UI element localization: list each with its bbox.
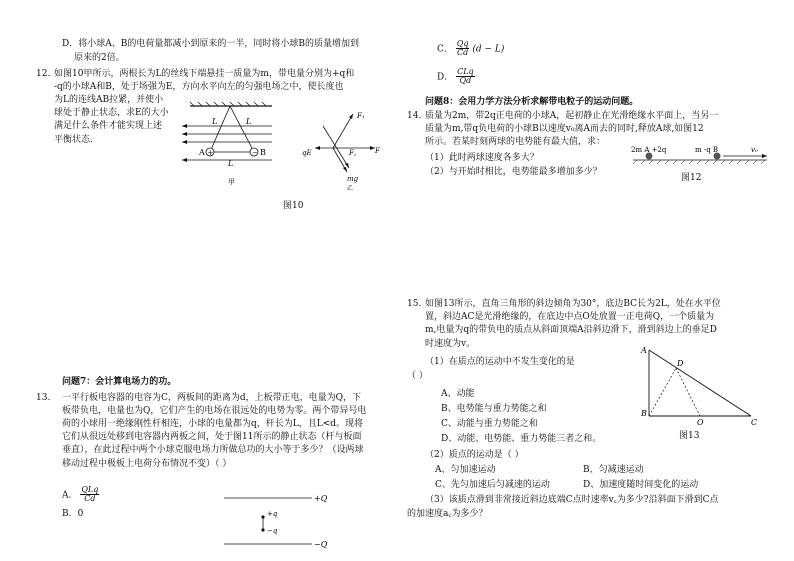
label-ball-a: 2m A +2q [631,146,667,154]
q15-opt-c: C、动能与重力势能之和 [441,419,538,429]
q14-line1: 质量为2m，带2q正电荷的小球A，起初静止在光滑绝缘水平面上，当另一 [425,111,719,121]
label-fig13-b: B [641,409,647,418]
right-column [397,0,794,561]
option-d: D． $\frac{\text{CLq}}{Qd}$ [437,67,474,86]
label-l-bottom: L [228,159,234,168]
q14-line2: 质量为m,带q负电荷的小球B以速度v₀离A而去的同时,释放A球,如图12 [425,124,704,134]
svg-text:+: + [207,149,214,157]
q13-line4: 它们从很远处移到电容器内两板之间，处于图11所示的静止状态（杆与板面 [62,432,362,442]
q12-line2: -q的小球A和B，处于场强为E，方向水平向左的匀强电场之中，使长度也 [54,82,344,92]
q15-line2: 置，斜边AC是光滑绝缘的，在底边中点O处放置一正电荷Q，一个质量为 [425,312,715,322]
label-f1: F₁ [357,112,365,120]
q14-sub1: （1）此时两球速度各多大？ [425,153,539,163]
problem8-heading: 问题8：会用力学方法分析求解带电粒子的运动问题。 [425,97,639,107]
q15-motion-c: C、先匀加速后匀减速的运动 [435,480,550,490]
q13-line1: 一平行板电容器的电容为C，两板间的距离为d，上板带正电，电量为Q，下 [62,393,362,403]
figure12-caption: 图12 [681,173,702,183]
q12-line4: 球处于静止状态，求E的大小 [54,108,169,118]
figure10-yi [302,108,385,192]
label-l-left: L [212,117,218,126]
q12-number: 12. [36,69,51,79]
q15-motion-d: D、加速度随时间变化的运动 [583,480,699,490]
q13-number: 13. [36,393,51,403]
label-yi: 乙 [347,185,354,192]
figure11 [222,490,342,550]
label-fig13-a: A [641,346,647,355]
q15-line1: 如图13所示，直角三角形的斜边倾角为30°，底边BC长为2L，处在水平位 [425,299,721,309]
option-c: C． $\frac{Qq}{Cd}$ (d − L) [437,39,505,58]
label-plus-q: +q [267,510,278,518]
q15-sub2: （2）质点的运动是（ ） [425,450,524,460]
q15-sub1-blank: （ ） [407,371,428,381]
figure13 [633,344,763,427]
option-d-line2: 原来的2倍。 [74,53,125,63]
q15-line4: 时速度为v。 [425,339,476,349]
q13-line2: 板带负电，电量也为Q，它们产生的电场在很远处的电势为零。两个带异号电 [62,406,367,416]
q15-sub3-cont: 的加速度a꜀为多少？ [407,509,488,519]
q12-line6: 平衡状态． [54,135,100,145]
q15-motion-b: B、匀减速运动 [583,465,644,475]
q15-opt-a: A、动能 [441,389,475,399]
q15-number: 15. [407,299,422,309]
q12-line5: 满足什么条件才能实现上述 [54,121,163,131]
q15-line3: m,电量为q的带负电的质点从斜面顶端A沿斜边滑下，滑到斜边上的垂足D [425,325,717,335]
label-v0: v₀ [751,146,758,154]
q13-line3: 荷的小球用一绝缘刚性杆相连，小球的电量都为q，杆长为L，且L<d。现将 [62,419,364,429]
figure12 [631,140,781,180]
label-l-right: L [246,117,252,126]
label-b: B [260,148,266,157]
label-qe: qE [302,149,312,157]
label-mg: mg [347,175,359,183]
q13-option-b: B．0 [62,509,84,519]
figure13-caption: 图13 [679,431,700,441]
svg-text:−: − [252,149,258,157]
q15-sub3: （3）该质点滑到非常接近斜边底端C点时速率v꜀为多少?沿斜面下滑到C点 [425,495,719,505]
option-d-line1: D．将小球A、B的电荷量都减小到原来的一半，同时将小球B的质量增加到 [62,39,359,49]
label-fc: F꜀ [349,149,357,157]
label-a: A [199,148,205,157]
label-jia: 甲 [228,178,235,186]
q15-sub1: （1）在质点的运动中不发生变化的是 [425,357,575,367]
q13-line5: 垂直），在此过程中两个小球克服电场力所做总功的大小等于多少？（设两球 [62,445,364,455]
label-f: F [375,147,380,155]
label-plus-big-q: +Q [314,494,328,503]
q14-sub2: （2）与开始时相比，电势能最多增加多少？ [425,167,602,177]
label-minus-big-q: −Q [314,540,328,549]
q14-line3: 所示。若某时刻两球的电势能有最大值，求： [425,137,606,147]
label-fig13-d: D [677,359,684,368]
q13-option-a: A． $\frac{\text{QLq}}{Cd}$ [62,485,99,504]
q13-line6: 移动过程中极板上电荷分布情况不变）（ ） [62,459,232,469]
problem7-heading: 问题7：会计算电场力的功。 [62,377,177,387]
q15-opt-b: B、电势能与重力势能之和 [441,404,547,414]
label-fig13-o: O [697,418,704,427]
q12-line3: 为L的连线AB拉紧，并使小 [54,95,164,105]
q15-opt-d: D、动能、电势能、重力势能三者之和。 [441,434,602,444]
q15-motion-a: A、匀加速运动 [435,465,496,475]
q12-line1: 如图10甲所示，两根长为L的丝线下端悬挂一质量为m，带电量分别为+q和 [54,69,355,79]
label-fig13-c: C [751,418,758,427]
label-ball-b: m -q B [695,146,719,154]
figure10-caption: 图10 [283,201,304,211]
figure10-jia [180,104,280,184]
label-minus-q: −q [267,527,278,535]
q14-number: 14. [407,111,422,121]
